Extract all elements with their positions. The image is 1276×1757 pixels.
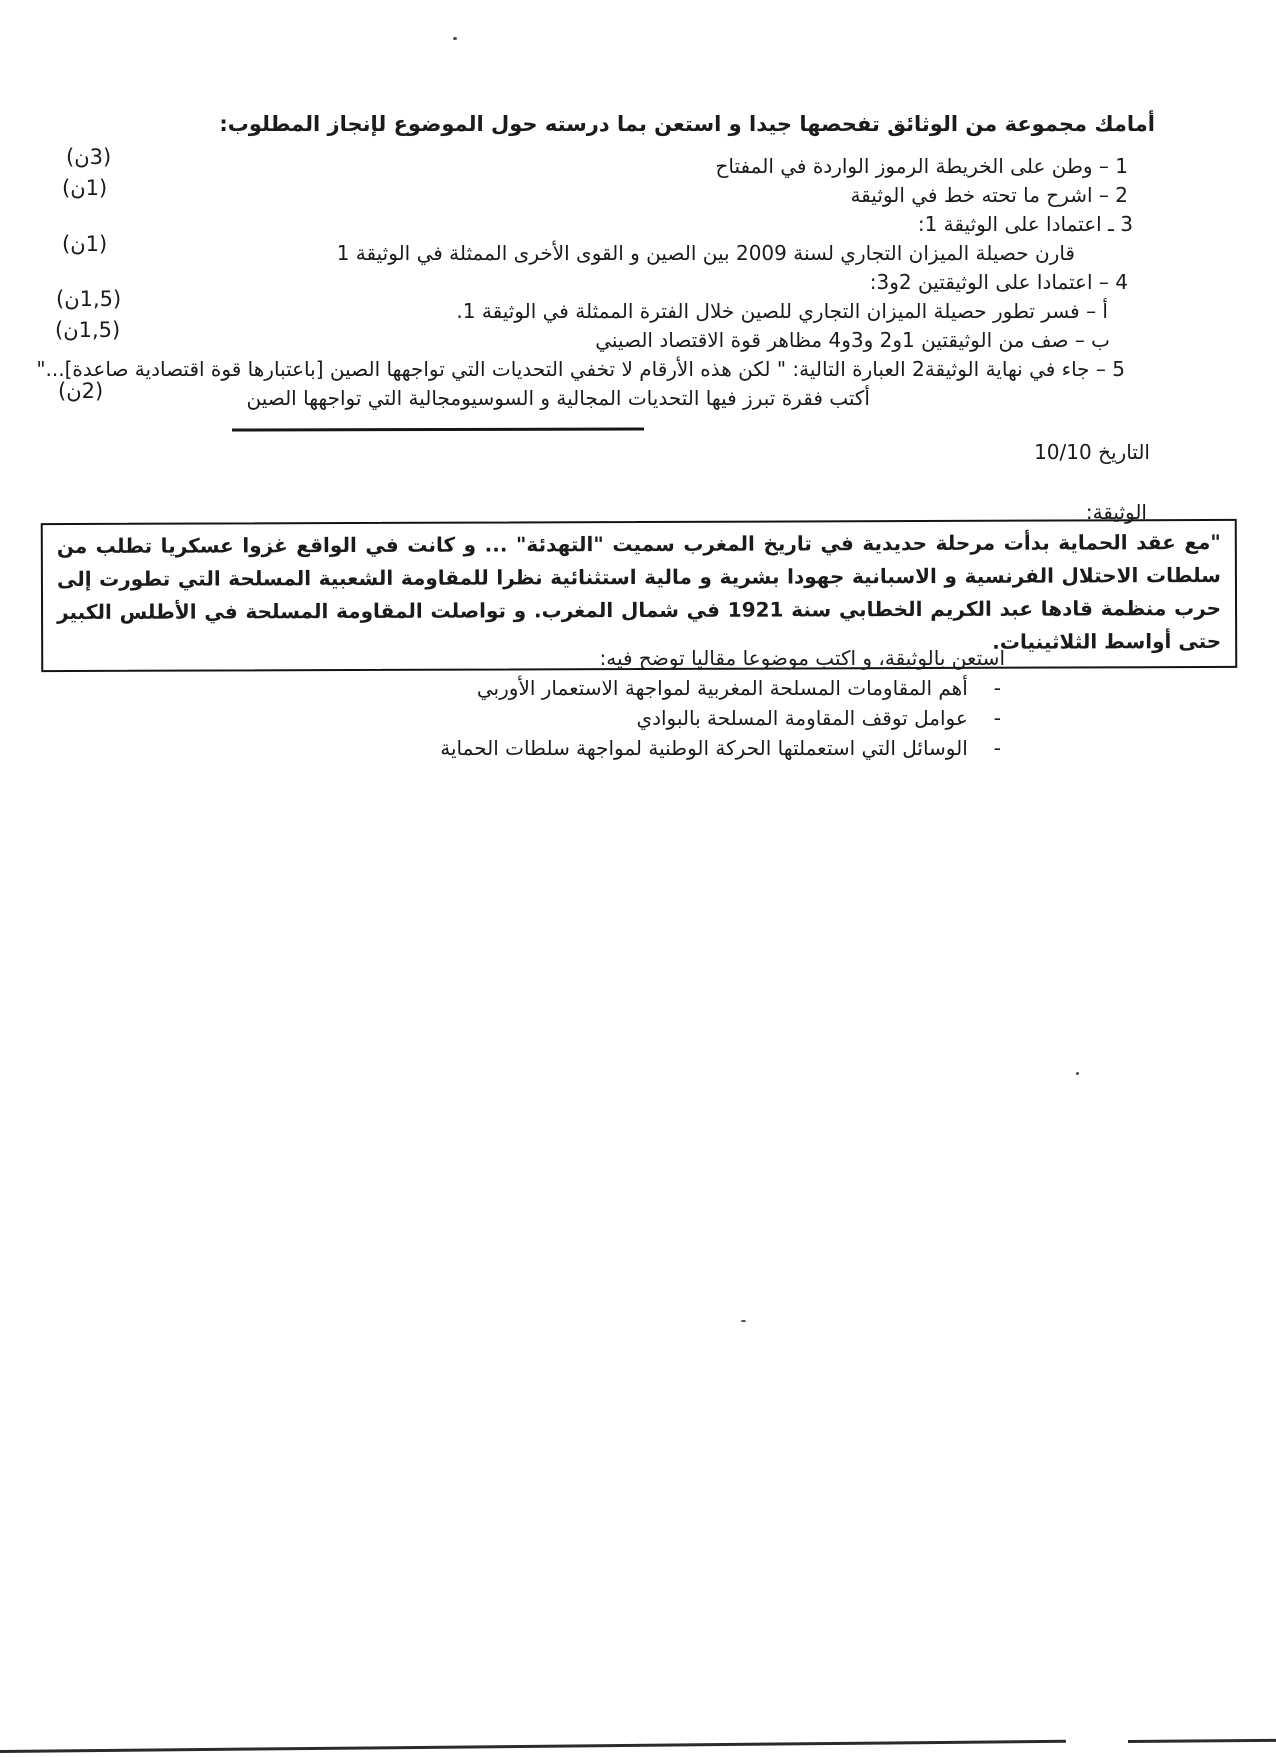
mark-badge: (3ن) (66, 145, 112, 169)
question-item-2: 2 – اشرح ما تحته خط في الوثيقة (850, 183, 1128, 207)
mark-badge: (2ن) (58, 379, 104, 403)
question-item-3: 3 ـ اعتمادا على الوثيقة 1: (917, 212, 1133, 236)
essay-instruction: استعن بالوثيقة، و اكتب موضوعا مقاليا توضح فيه: (599, 646, 1005, 670)
document-label: الوثيقة: (1085, 500, 1147, 524)
history-section-heading: التاريخ 10/10 (1034, 440, 1150, 464)
essay-point-text: أهم المقاومات المسلحة المغربية لمواجهة الاستعمار الأوربي (476, 676, 968, 700)
bullet-dash: - (993, 736, 1001, 760)
section-divider-line (232, 427, 644, 431)
mark-badge: (1,5ن) (55, 318, 121, 342)
essay-point-text: الوسائل التي استعملتها الحركة الوطنية لمواجهة سلطات الحماية (440, 736, 968, 760)
mark-badge: (1ن) (62, 176, 108, 200)
exam-instructions-title: أمامك مجموعة من الوثائق تفحصها جيدا و استعن بما درسته حول الموضوع لإنجاز المطلوب: (219, 112, 1155, 136)
question-item-4b: ب – صف من الوثيقتين 1و2 و3و4 مظاهر قوة الاقتصاد الصيني (595, 328, 1110, 352)
essay-point-1 (440, 673, 1001, 703)
question-item-5-sub: أكتب فقرة تبرز فيها التحديات المجالية و السوسيومجالية التي تواجهها الصين (246, 386, 870, 410)
mark-badge: (1ن) (62, 232, 108, 256)
bullet-dash: - (993, 676, 1001, 700)
question-item-4a: أ – فسر تطور حصيلة الميزان التجاري للصين خلال الفترة الممثلة في الوثيقة 1. (456, 299, 1108, 323)
mark-badge: (1,5ن) (56, 287, 122, 311)
essay-point-2 (440, 703, 1001, 733)
essay-task (440, 643, 1005, 763)
scan-artifact-line (1128, 1739, 1276, 1743)
question-item-4: 4 – اعتمادا على الوثيقتين 2و3: (869, 270, 1128, 294)
scan-speck (741, 1320, 746, 1322)
question-item-3-sub: قارن حصيلة الميزان التجاري لسنة 2009 بين الصين و القوى الأخرى الممثلة في الوثيقة 1 (336, 241, 1075, 265)
document-excerpt-text: "مع عقد الحماية بدأت مرحلة حديدية في تاريخ المغرب سميت "التهدئة" ... و كانت في الواقع غزوا عسكريا تطلب من سلطات الاحتلال الفرنسية و الاسبانية جهودا بشرية و مالية استثنائية نظرا للمقاومة الشعبية المسلحة التي تطورت إلى حرب منظمة قادها عبد الكريم الخطابي سنة 1921 في شمال المغرب. و تواصلت المقاومة المسلحة في الأطلس الكبير حتى أواسط الثلاثينيات. (56, 529, 1222, 654)
scan-artifact-line (0, 1740, 1066, 1753)
essay-point-text: عوامل توقف المقاومة المسلحة بالبوادي (636, 706, 968, 730)
essay-point-3 (440, 733, 1001, 763)
scan-speck (453, 37, 457, 40)
question-item-5: 5 – جاء في نهاية الوثيقة2 العبارة التالية: " لكن هذه الأرقام لا تخفي التحديات التي تواجهها الصين [باعتبارها قوة اقتصادية صاعدة]..." (36, 357, 1125, 381)
scan-speck (1076, 1072, 1079, 1075)
question-list (36, 152, 1150, 413)
bullet-dash: - (993, 706, 1001, 730)
question-item-1: 1 – وطن على الخريطة الرموز الواردة في المفتاح (715, 154, 1128, 178)
